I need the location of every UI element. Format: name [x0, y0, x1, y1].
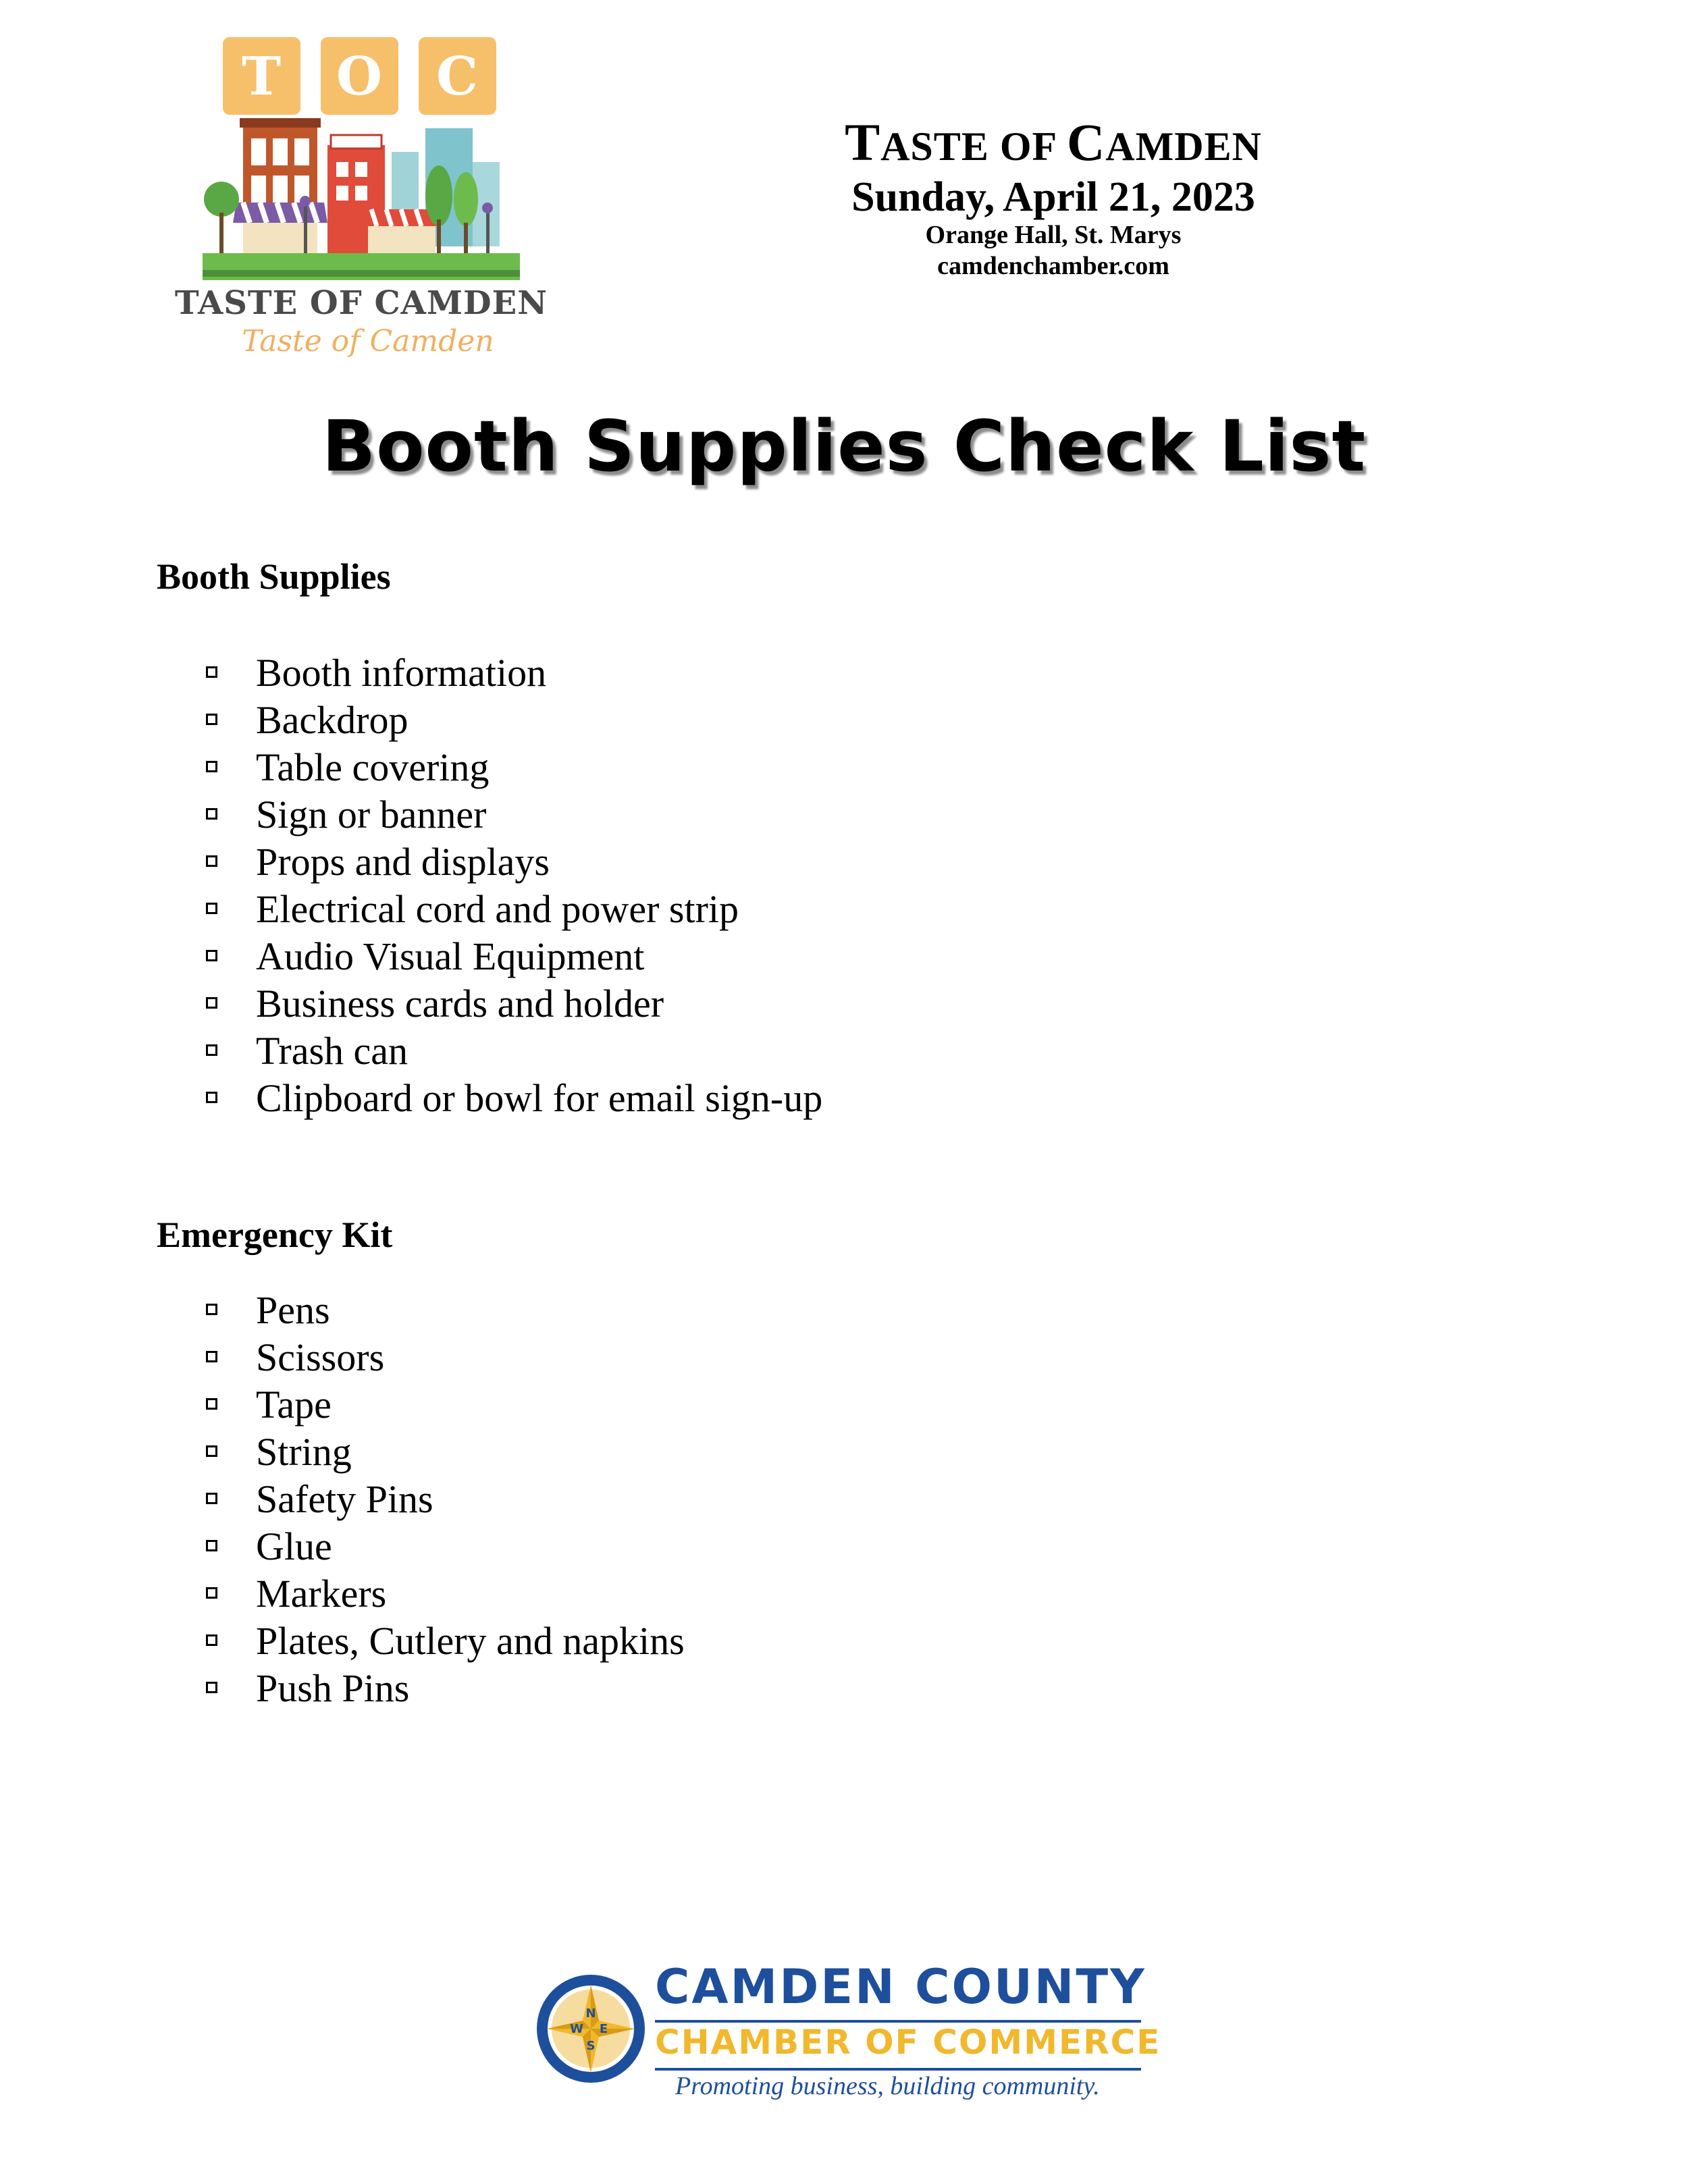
section-heading-emergency-kit: Emergency Kit — [157, 1215, 393, 1255]
svg-text:Taste of Camden: Taste of Camden — [242, 324, 494, 358]
checkbox[interactable] — [206, 666, 217, 678]
svg-text:N: N — [585, 2006, 596, 2021]
checkbox[interactable] — [206, 1351, 217, 1362]
svg-text:C: C — [436, 46, 479, 107]
checkbox[interactable] — [206, 950, 217, 961]
checkbox[interactable] — [206, 997, 217, 1009]
checkbox[interactable] — [206, 1540, 217, 1551]
checkbox[interactable] — [206, 1682, 217, 1693]
checkbox[interactable] — [206, 855, 217, 867]
event-header — [716, 115, 1391, 282]
checkbox[interactable] — [206, 1398, 217, 1410]
checkbox[interactable] — [206, 1304, 217, 1315]
checkbox[interactable] — [206, 1587, 217, 1599]
checkbox[interactable] — [206, 1445, 217, 1457]
svg-text:W: W — [570, 2022, 583, 2036]
page-title: Booth Supplies Check List — [321, 405, 1367, 487]
svg-text:O: O — [336, 46, 382, 107]
checkbox[interactable] — [206, 1044, 217, 1056]
chamber-name: CAMDEN COUNTY — [655, 1959, 1146, 2015]
checkbox[interactable] — [206, 1634, 217, 1646]
checkbox[interactable] — [206, 761, 217, 772]
compass-icon — [533, 1965, 655, 2100]
event-title: TASTE OF CAMDEN — [845, 113, 1262, 171]
svg-text:S: S — [586, 2039, 596, 2053]
chamber-tagline: Promoting business, building community. — [675, 2072, 1100, 2100]
event-website: camdenchamber.com — [937, 251, 1169, 280]
checkbox[interactable] — [206, 808, 217, 820]
chamber-subtitle: CHAMBER OF COMMERCE — [655, 2023, 1161, 2062]
event-date: Sunday, April 21, 2023 — [851, 174, 1255, 220]
checkbox[interactable] — [206, 714, 217, 725]
event-venue: Orange Hall, St. Marys — [925, 221, 1182, 250]
checkbox[interactable] — [206, 903, 217, 914]
checkbox[interactable] — [206, 1092, 217, 1103]
divider — [655, 2068, 1141, 2071]
svg-text:T: T — [241, 46, 282, 107]
section-heading-booth-supplies: Booth Supplies — [157, 556, 391, 597]
taste-of-camden-logo — [174, 27, 548, 358]
checkbox[interactable] — [206, 1493, 217, 1504]
svg-text:E: E — [599, 2022, 608, 2036]
svg-text:TASTE OF CAMDEN: TASTE OF CAMDEN — [174, 284, 548, 322]
chamber-of-commerce-logo — [533, 1958, 1161, 2106]
